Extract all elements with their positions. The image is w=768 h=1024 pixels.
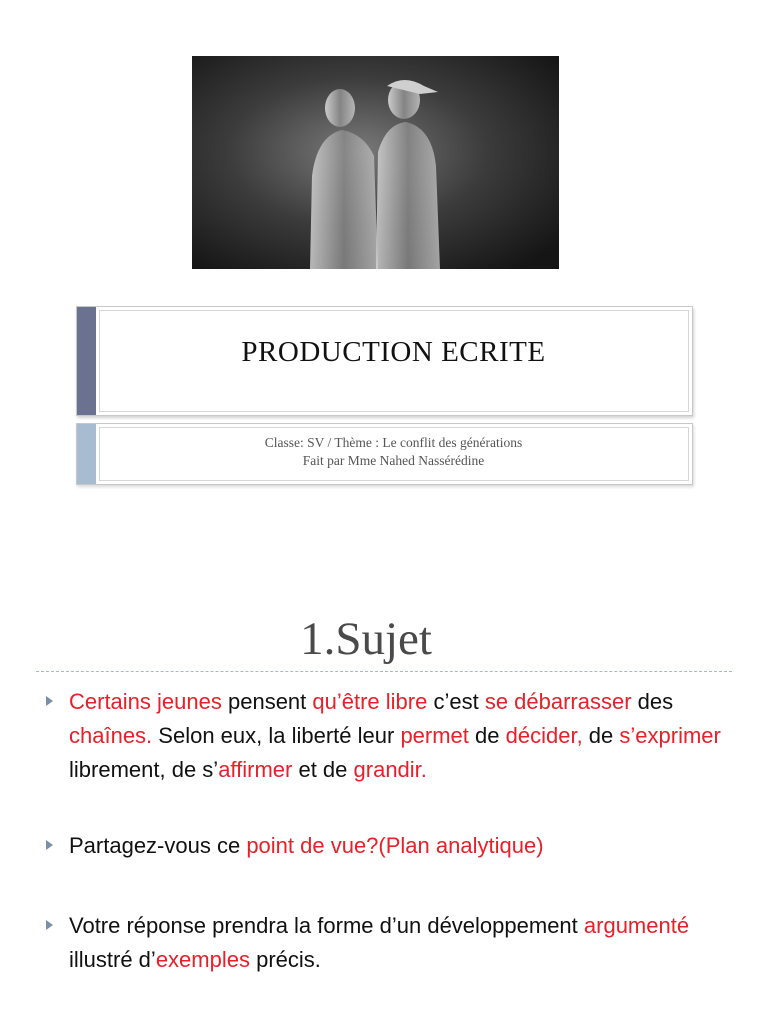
slide-subtitle [96,434,691,470]
bullet-item-2 [46,829,736,863]
text-segment: c’est [427,689,485,714]
title-image [192,56,559,269]
text-segment: Votre réponse prendra la forme d’un développement [69,913,584,938]
two-figures-back-to-back-image [192,56,559,269]
text-segment: Partagez-vous ce [69,833,247,858]
highlighted-text: décider, [505,723,583,748]
highlighted-text: point de vue?(Plan analytique) [246,833,544,858]
bullet-arrow-icon [46,920,53,930]
text-segment: librement, de s’ [69,757,219,782]
highlighted-text: qu’être libre [312,689,428,714]
text-segment: précis. [249,947,321,972]
text-segment: Selon eux, la liberté leur [152,723,401,748]
highlighted-text: s’exprimer [619,723,721,748]
subtitle-accent-bar [77,424,96,484]
highlighted-text: permet [400,723,469,748]
bullet-item-3 [46,909,736,977]
subtitle-class-theme: Classe: SV / Thème : Le conflit des générations [264,435,523,450]
text-segment: de [582,723,620,748]
highlighted-text: argumenté [583,913,690,938]
bullet-text [69,829,736,863]
bullet-text [69,685,736,787]
bullet-text [69,909,736,977]
highlighted-text: exemples [155,947,250,972]
title-accent-bar [77,307,96,415]
section-heading: 1.Sujet [300,613,432,665]
text-segment: pensent [221,689,313,714]
bullet-arrow-icon [46,840,53,850]
highlighted-text: affirmer [218,757,293,782]
heading-divider [36,671,732,672]
text-segment: et de [292,757,354,782]
bullet-arrow-icon [46,696,53,706]
subtitle-author: Fait par Mme Nahed Nassérédine [302,453,485,468]
highlighted-text: chaînes. [69,723,153,748]
text-segment: de [468,723,506,748]
highlighted-text: se débarrasser [484,689,632,714]
slide-title: PRODUCTION ECRITE [241,336,546,368]
text-segment: illustré d’ [69,947,156,972]
text-segment: des [631,689,674,714]
highlighted-text: Certains jeunes [69,689,222,714]
bullet-item-1 [46,685,736,787]
highlighted-text: grandir. [353,757,427,782]
